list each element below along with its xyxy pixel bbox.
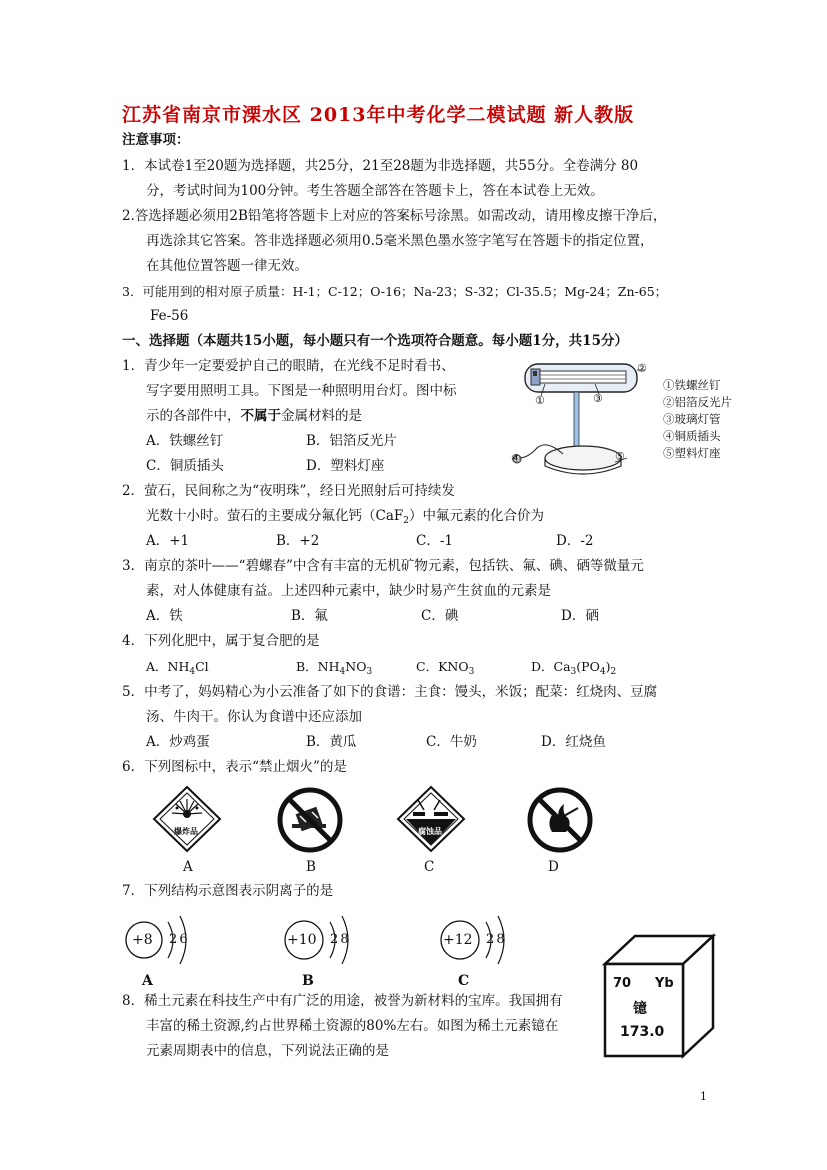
explosive-sign xyxy=(152,786,222,852)
lamp-tube xyxy=(540,371,626,383)
q6-label-d: D xyxy=(548,859,559,875)
atom-a-label: A xyxy=(142,973,153,989)
q3-option-c: C．碘 xyxy=(421,608,459,624)
notice-item-2-line-2: 再选涂其它答案。答非选择题必须用0.5毫米黑色墨水签字笔写在答题卡的指定位置， xyxy=(146,233,654,249)
q5-option-c: C．牛奶 xyxy=(426,734,477,750)
atom-b-label: B xyxy=(302,973,314,989)
q3-option-a: A．铁 xyxy=(146,608,183,624)
q2-option-b: B．+2 xyxy=(276,533,320,549)
atom-a-shells: 2 6 xyxy=(169,932,188,947)
legend-item: ③玻璃灯管 xyxy=(663,412,721,426)
element-name: 镱 xyxy=(633,1001,647,1017)
notice-item-1-line-1: 1．本试卷1至20题为选择题，共25分，21至28题为非选择题，共55分。全卷满分 80 xyxy=(122,158,639,174)
legend-item: ⑤塑料灯座 xyxy=(663,446,721,460)
q1-line-1: 1．青少年一定要爱护自己的眼睛，在光线不足时看书、 xyxy=(122,358,455,374)
q4-option-c xyxy=(416,657,474,682)
q4-d-text-3: ) xyxy=(605,659,611,674)
q1-line-3 xyxy=(146,406,362,426)
q4-a-text-2: Cl xyxy=(195,659,209,674)
q4-a-sub: 4 xyxy=(189,667,196,677)
q2-option-d: D．-2 xyxy=(556,533,594,549)
q4-option-b xyxy=(296,657,372,682)
notice-item-3-line-2: Fe-56 xyxy=(150,308,189,324)
q2-line-2-a: 光数十小时。萤石的主要成分氟化钙（CaF xyxy=(146,508,404,524)
corrosive-sign xyxy=(396,786,466,852)
lamp-marker-3: ③ xyxy=(593,392,603,405)
lamp-marker-5: ⑤ xyxy=(615,450,625,463)
element-mass: 173.0 xyxy=(620,1024,665,1040)
q5-option-b: B．黄瓜 xyxy=(306,734,357,750)
q8-line-2: 丰富的稀土资源,约占世界稀土资源的80%左右。如图为稀土元素镱在 xyxy=(146,1018,559,1034)
lamp-marker-4: ④ xyxy=(511,452,521,465)
section-heading: 一、选择题（本题共15小题，每小题只有一个选项符合题意。每小题1分，共15分） xyxy=(122,333,628,349)
lamp-legend xyxy=(663,377,732,462)
q6-label-b: B xyxy=(306,859,316,875)
atom-a-nucleus: +8 xyxy=(132,932,153,948)
lamp-marker-1: ① xyxy=(535,394,545,407)
corrosive-label: 腐蚀品 xyxy=(418,827,442,836)
q8-line-1: 8．稀土元素在科技生产中有广泛的用途，被誉为新材料的宝库。我国拥有 xyxy=(122,993,563,1009)
notice-item-3-line-1: 3．可能用到的相对原子质量：H-1；C-12；O-16；Na-23；S-32；Cl-35.5；Mg-24；Zn-65； xyxy=(122,284,668,299)
q1-line-2: 写字要用照明工具。下图是一种照明用台灯。图中标 xyxy=(146,383,457,399)
q2-subscript: 2 xyxy=(403,516,409,526)
element-symbol: Yb xyxy=(655,976,674,991)
element-number: 70 xyxy=(613,976,632,991)
atom-c-nucleus: +12 xyxy=(443,932,473,948)
q5-option-a: A．炒鸡蛋 xyxy=(146,734,210,750)
no-fire-sign xyxy=(526,786,594,854)
atom-c-shells: 2 8 xyxy=(486,932,505,947)
page-number: 1 xyxy=(700,1090,707,1103)
q1-line-3-c: 金属材料的是 xyxy=(281,408,362,424)
q5-line-2: 汤、牛肉干。你认为食谱中还应添加 xyxy=(146,709,362,725)
q4-c-sub: 3 xyxy=(468,667,475,677)
q4-b-text-2: NO xyxy=(345,659,367,674)
q1-option-a: A．铁螺丝钉 xyxy=(146,433,224,449)
page-title: 江苏省南京市溧水区 2013年中考化学二模试题 新人教版 xyxy=(122,104,635,126)
q4-c-text: C．KNO xyxy=(416,659,469,674)
q2-option-c: C．-1 xyxy=(416,533,453,549)
notice-heading: 注意事项： xyxy=(122,132,190,148)
q6-line-1: 6．下列图标中，表示“禁止烟火”的是 xyxy=(122,759,347,775)
q2-line-2-b: ）中氟元素的化合价为 xyxy=(408,508,544,524)
q5-line-1: 5．中考了，妈妈精心为小云准备了如下的食谱：主食：馒头，米饭；配菜：红烧肉、豆腐 xyxy=(122,684,658,700)
q4-d-text-2: (PO xyxy=(576,659,600,674)
notice-item-2-line-1: 2.答选择题必须用2B铅笔将答题卡上对应的答案标号涂黑。如需改动，请用橡皮擦干净后， xyxy=(122,208,667,224)
q3-line-2: 素，对人体健康有益。上述四种元素中，缺少时易产生贫血的元素是 xyxy=(146,583,551,599)
q4-option-a xyxy=(146,657,209,682)
legend-item: ②铝箔反光片 xyxy=(663,395,732,409)
q1-option-c: C．铜质插头 xyxy=(146,458,224,474)
q4-b-sub-2: 3 xyxy=(366,667,373,677)
q4-d-sub: 3 xyxy=(570,667,577,677)
q4-d-text: D．Ca xyxy=(531,659,571,674)
legend-item: ①铁螺丝钉 xyxy=(663,378,721,392)
q6-label-a: A xyxy=(183,859,193,875)
q1-option-d: D．塑料灯座 xyxy=(306,458,385,474)
notice-item-1-line-2: 分，考试时间为100分钟。考生答题全部答在答题卡上，答在本试卷上无效。 xyxy=(146,183,604,199)
atom-c-label: C xyxy=(458,973,470,989)
prohibition-sign-b xyxy=(276,786,344,854)
desk-lamp-figure xyxy=(505,358,655,478)
lamp-base xyxy=(545,446,621,470)
q4-option-d xyxy=(531,657,616,682)
q1-option-b: B．铝箔反光片 xyxy=(306,433,397,449)
atom-b-shells: 2 8 xyxy=(330,932,349,947)
q4-b-sub: 4 xyxy=(339,667,346,677)
notice-item-2-line-3: 在其他位置答题一律无效。 xyxy=(146,258,308,274)
q7-line-1: 7．下列结构示意图表示阴离子的是 xyxy=(122,883,334,899)
q5-option-d: D．红烧鱼 xyxy=(541,734,606,750)
q2-option-a: A．+1 xyxy=(146,533,190,549)
q4-b-text: B．NH xyxy=(296,659,340,674)
q6-label-c: C xyxy=(424,859,435,875)
q2-line-2 xyxy=(146,506,544,531)
q3-option-b: B．氟 xyxy=(291,608,328,624)
lamp-marker-2: ② xyxy=(637,362,647,375)
lamp-stand xyxy=(574,392,579,450)
q4-d-sub-2: 4 xyxy=(599,667,606,677)
q4-line-1: 4．下列化肥中，属于复合肥的是 xyxy=(122,633,320,649)
explosive-label: 爆炸品 xyxy=(174,827,198,836)
q1-line-3-a: 示的各部件中， xyxy=(146,408,241,424)
q8-line-3: 元素周期表中的信息，下列说法正确的是 xyxy=(146,1043,389,1059)
q3-line-1: 3．南京的茶叶——“碧螺春”中含有丰富的无机矿物元素，包括铁、氟、碘、硒等微量元 xyxy=(122,558,644,574)
q2-line-1: 2．萤石，民间称之为“夜明珠”，经日光照射后可持续发 xyxy=(122,483,455,499)
q3-option-d: D．硒 xyxy=(561,608,599,624)
q1-emphasis: 不属于 xyxy=(240,408,281,424)
q4-d-sub-3: 2 xyxy=(610,667,617,677)
atom-b-nucleus: +10 xyxy=(287,932,317,948)
q4-a-text: A．NH xyxy=(146,659,190,674)
legend-item: ④铜质插头 xyxy=(663,429,721,443)
